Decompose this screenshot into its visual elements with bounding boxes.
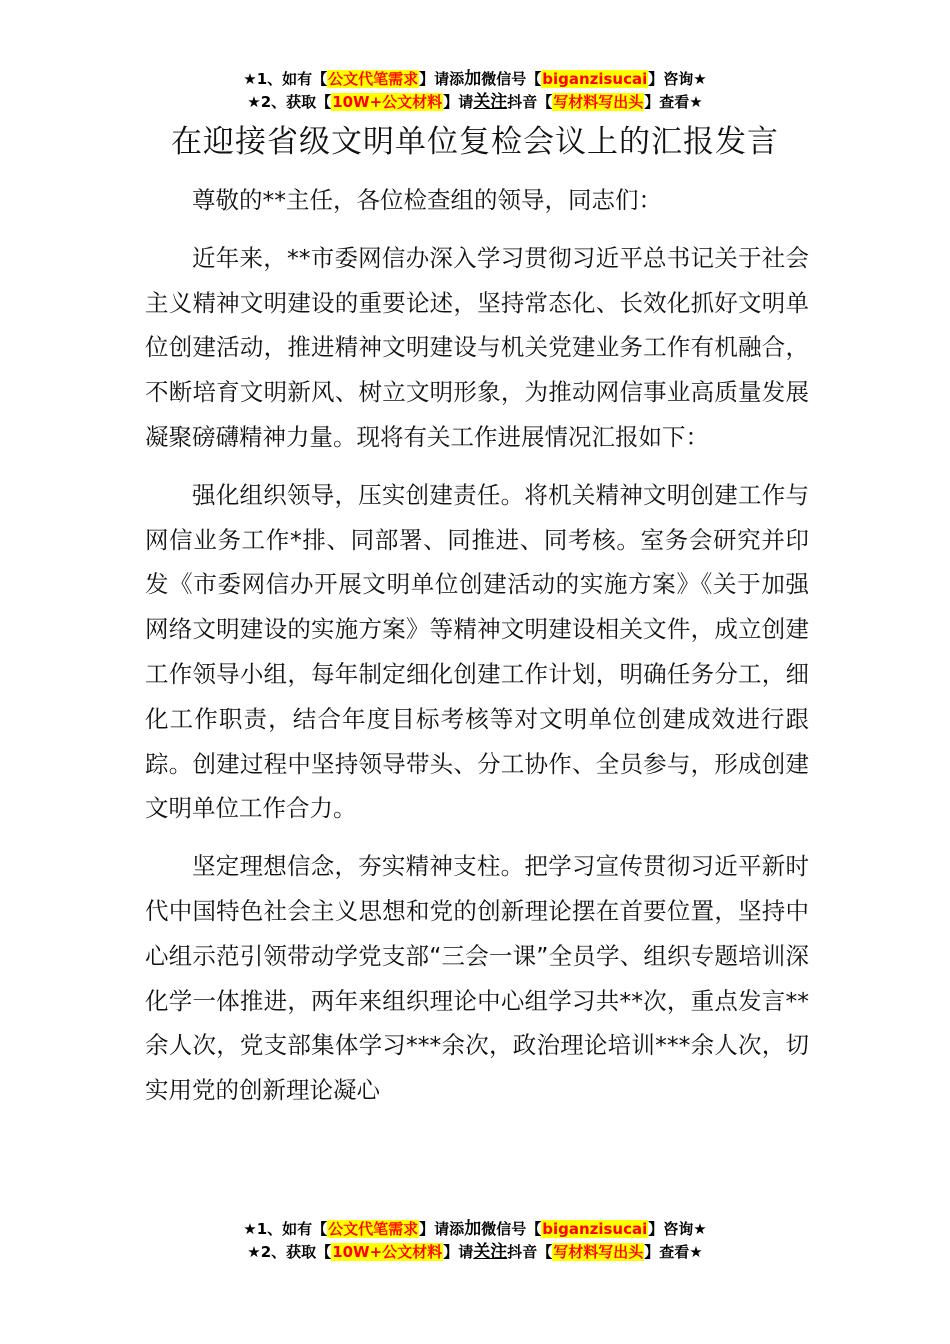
header-banner [0,68,950,114]
footer-banner-line-2: ★2、获取【10W+公文材料】请关注抖音【写材料写出头】查看★ [247,1242,703,1262]
banner-line-2: ★2、获取【10W+公文材料】请关注抖音【写材料写出头】查看★ [247,92,703,112]
organization-paragraph: 强化组织领导，压实创建责任。将机关精神文明创建工作与网信业务工作*排、同部署、同推进、同考核。室务会研究并印发《市委网信办开展文明单位创建活动的实施方案》《关于加强网络文明建设的实施方案》等精神文明建设相关文件，成立创建工作领导小组，每年制定细化创建工作计划，明确任务分工，细化工作职责，结合年度目标考核等对文明单位创建成效进行跟踪。创建过程中坚持领导带头、分工协作、全员参与，形成创建文明单位工作合力。 [145,480,809,823]
footer-highlight-wechat: biganzisucai [542,1220,648,1238]
footer-banner [0,1218,950,1264]
footer-highlight-materials: 10W+公文材料 [332,1243,443,1261]
footer-banner-line-1: ★1、如有【公文代笔需求】请添加微信号【biganzisucai】咨询★ [243,1219,707,1239]
salutation-paragraph: 尊敬的**主任，各位检查组的领导，同志们： [192,186,662,214]
banner-highlight-douyin: 写材料写出头 [553,93,644,111]
footer-highlight-service: 公文代笔需求 [328,1220,419,1238]
banner-highlight-materials: 10W+公文材料 [332,93,443,111]
document-title: 在迎接省级文明单位复检会议上的汇报发言 [171,124,779,160]
ideals-paragraph: 坚定理想信念，夯实精神支柱。把学习宣传贯彻习近平新时代中国特色社会主义思想和党的创新理论摆在首要位置，坚持中心组示范引领带动学党支部“三会一课”全员学、组织专题培训深化学一体推进，两年来组织理论中心组学习共**次，重点发言**余人次，党支部集体学习***余次，政治理论培训***余人次，切实用党的创新理论凝心 [145,852,809,1105]
footer-highlight-douyin: 写材料写出头 [553,1243,644,1261]
banner-highlight-wechat: biganzisucai [542,70,648,88]
banner-highlight-service: 公文代笔需求 [328,70,419,88]
banner-line-1: ★1、如有【公文代笔需求】请添加微信号【biganzisucai】咨询★ [243,69,707,89]
document-body [145,178,809,1126]
intro-paragraph: 近年来，**市委网信办深入学习贯彻习近平总书记关于社会主义精神文明建设的重要论述，坚持常态化、长效化抓好文明单位创建活动，推进精神文明建设与机关党建业务工作有机融合，不断培育文明新风、树立文明形象，为推动网信事业高质量发展凝聚磅礴精神力量。现将有关工作进展情况汇报如下： [145,243,809,451]
